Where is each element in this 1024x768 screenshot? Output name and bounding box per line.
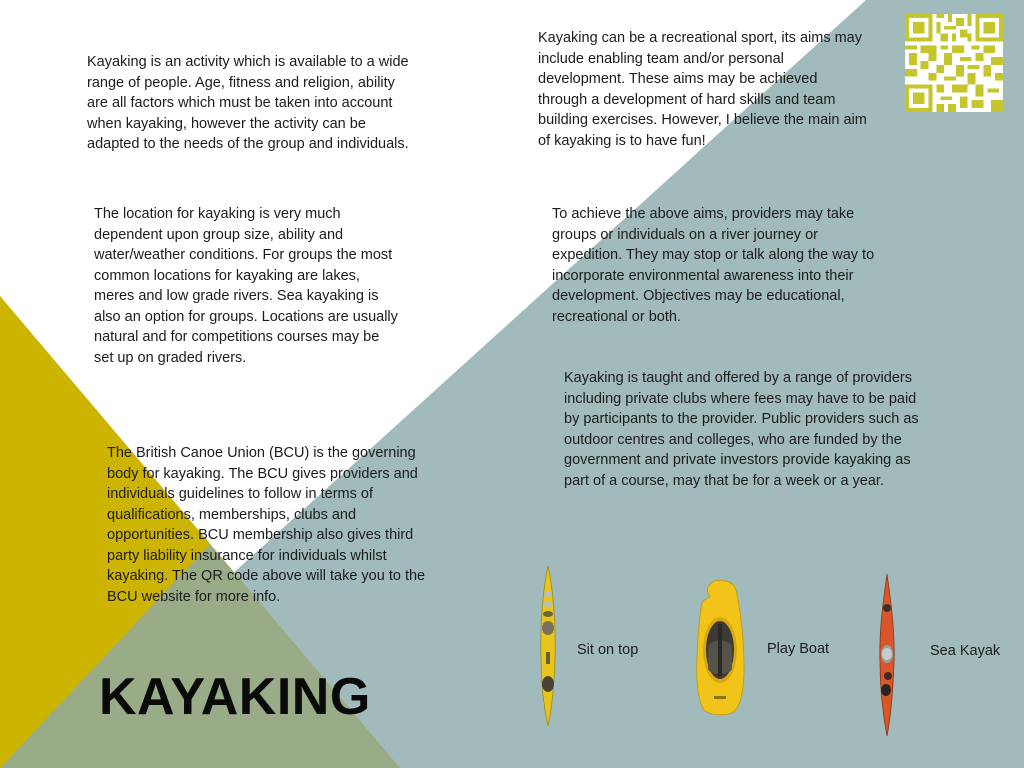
sit-on-top-label: Sit on top (577, 642, 639, 658)
qr-code-icon[interactable] (905, 14, 1003, 112)
sit-on-top-kayak-icon (535, 564, 561, 728)
location-paragraph: The location for kayaking is very much dependent upon group size, ability and water/weather conditions. For groups the most common locations for kayaking are lakes, meres and low grade rivers. Sea kayaking is also an option for groups. Locations are usually natural and for competitions courses may be set up on graded rivers. (94, 206, 398, 366)
sea-kayak-label: Sea Kayak (930, 643, 1001, 659)
slide-title: KAYAKING (99, 668, 371, 726)
providers-paragraph: Kayaking is taught and offered by a range of providers including private clubs where fees may have to be paid by participants to the provider. Public providers such as outdoor centres and colleges, who are funded by the government and private investors provide kayaking as part of a course, may that be for a week or a year. (564, 370, 919, 489)
journey-paragraph: To achieve the above aims, providers may take groups or individuals on a river journey or expedition. They may stop or talk along the way to incorporate environmental awareness into their development. Objectives may be educational, recreational or both. (552, 206, 875, 325)
aims-paragraph: Kayaking can be a recreational sport, its aims may include enabling team and/or personal development. These aims may be achieved through a development of hard skills and team building exercises. However, I believe the main aim of kayaking is to have fun! (538, 30, 867, 149)
intro-paragraph: Kayaking is an activity which is available to a wide range of people. Age, fitness and religion, ability are all factors which must be taken into account when kayaking, however the activity can be adapted to the needs of the group and individuals. (87, 54, 409, 152)
play-boat-label: Play Boat (767, 641, 830, 657)
bcu-paragraph: The British Canoe Union (BCU) is the governing body for kayaking. The BCU gives providers and individuals guidelines to follow in terms of qualifications, memberships, clubs and opportunities. BCU membership also gives third party liability insurance for individuals whilst kayaking. The QR code above will take you to the BCU website for more info. (107, 445, 426, 605)
sea-kayak-icon (875, 572, 899, 738)
play-boat-kayak-icon (694, 578, 746, 716)
